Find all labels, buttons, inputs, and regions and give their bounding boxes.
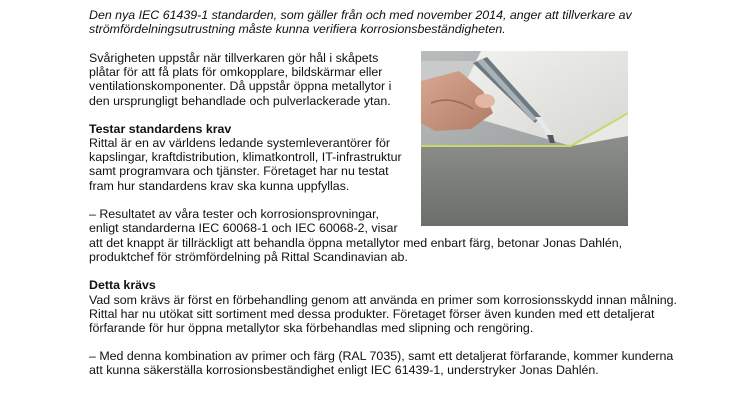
heading-testing: Testar standardens krav	[89, 121, 232, 136]
heading-requirements: Detta krävs	[89, 278, 156, 293]
product-photo	[421, 51, 628, 226]
left-column	[89, 51, 411, 235]
quote-line-1: – Resultatet av våra tester och korrosionsprovningar,	[89, 206, 379, 221]
touch-up-pen-image	[421, 51, 628, 226]
paragraph-conclusion: – Med denna kombination av primer och färg (RAL 7035), samt ett detaljerat förfarande, kommer kunderna att kunna säkerställa korrosionsbeständighet enligt IEC 61439-1, understryker Jonas Dahlén.	[89, 349, 674, 378]
quote-continuation: att det knappt är tillräckligt att behandla öppna metallytor med enbart färg, betonar Jonas Dahlén, produktchef för strömfördelning på Rittal Scandinavian ab.	[89, 236, 623, 265]
quote-line-2: enligt standarderna IEC 60068-1 och IEC 60068-2, visar	[89, 221, 398, 236]
paragraph-rittal: Rittal är en av världens ledande systemleverantörer för kapslingar, kraftdistribution, klimatkontroll, IT-infrastruktur samt programvara och tjänster. Företaget har nu testat fram hur standardens krav ska kunna uppfyllas.	[89, 136, 402, 193]
intro-lead: Den nya IEC 61439-1 standarden, som gäller från och med november 2014, anger att tillverkare av strömfördelningsutrustning måste kunna verifiera korrosionsbeständigheten.	[89, 8, 632, 37]
paragraph-difficulty: Svårigheten uppstår när tillverkaren gör hål i skåpets plåtar för att få plats för omkopplare, bildskärmar eller ventilationskomponenter. Då uppstår öppna metallytor i den ursprungligt behandlade och pulverlackerade ytan.	[89, 51, 392, 108]
main-text	[89, 236, 689, 378]
paragraph-requirements: Vad som krävs är först en förbehandling genom att använda en primer som korrosionsskydd innan målning. Rittal har nu utökat sitt sortiment med dessa produkter. Företaget förser även kunden med ett detaljerat förfarande för hur öppna metallytor ska förbehandlas med slipning och rengöring.	[89, 292, 677, 336]
